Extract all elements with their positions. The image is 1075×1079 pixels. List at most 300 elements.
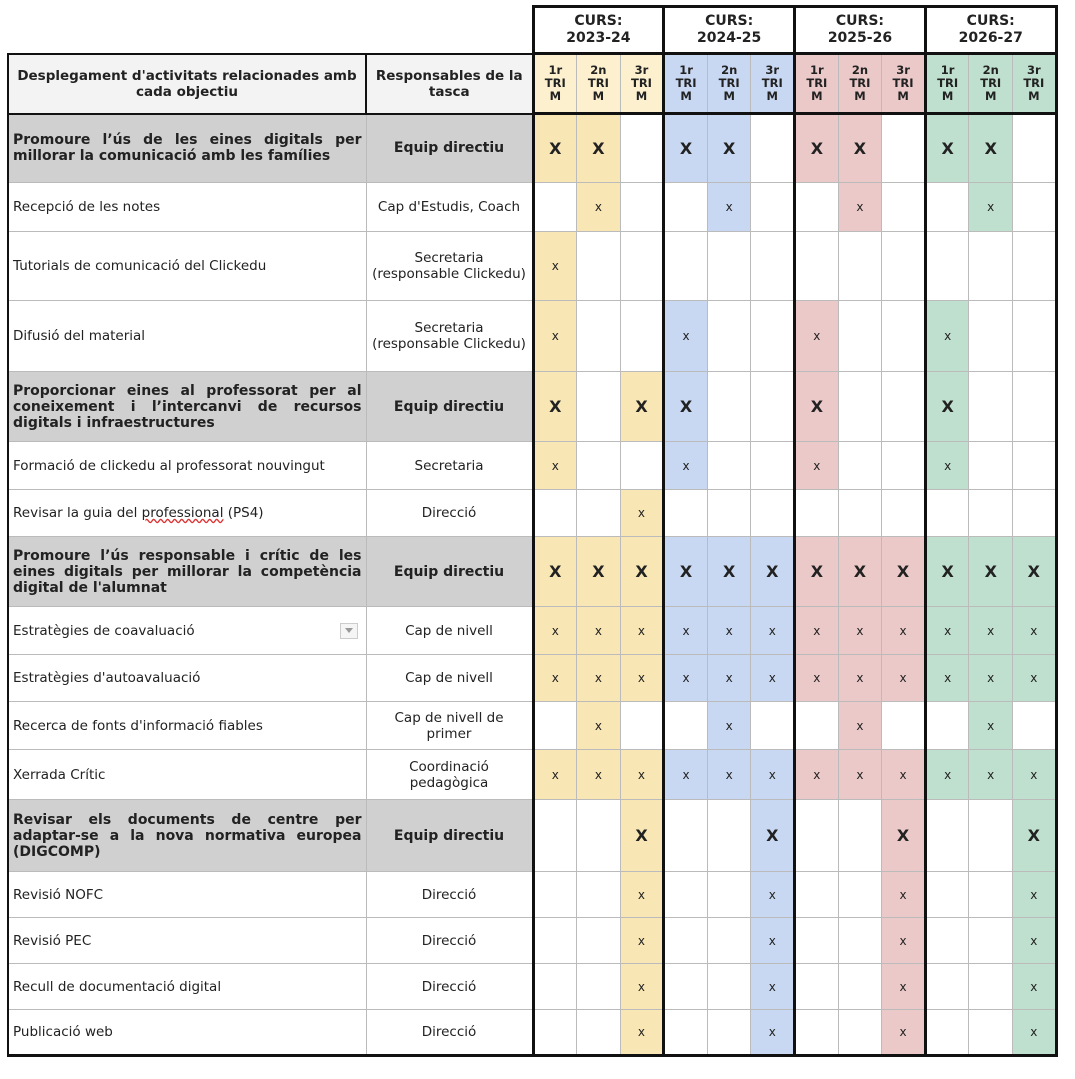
- term-label-part: 2n: [590, 63, 607, 77]
- mark: x: [594, 718, 602, 733]
- schedule-cell[interactable]: [838, 872, 882, 918]
- mark: X: [853, 562, 867, 581]
- schedule-cell[interactable]: [969, 607, 1013, 655]
- term-label-part: TRI: [675, 76, 697, 90]
- schedule-cell[interactable]: [969, 655, 1013, 702]
- schedule-cell[interactable]: [751, 750, 795, 800]
- schedule-cell[interactable]: [838, 442, 882, 490]
- schedule-cell[interactable]: [533, 655, 577, 702]
- mark: x: [637, 887, 646, 902]
- schedule-cell[interactable]: [577, 964, 621, 1010]
- task-row: [8, 702, 1056, 750]
- schedule-cell[interactable]: [925, 301, 969, 372]
- schedule-cell[interactable]: [795, 537, 839, 607]
- schedule-cell[interactable]: [1013, 872, 1057, 918]
- schedule-cell[interactable]: [577, 114, 621, 183]
- schedule-cell[interactable]: [838, 1010, 882, 1056]
- schedule-cell[interactable]: [795, 918, 839, 964]
- responsible-cell[interactable]: [366, 800, 533, 872]
- schedule-cell[interactable]: [838, 183, 882, 232]
- activity-cell[interactable]: [8, 232, 366, 301]
- schedule-cell[interactable]: [1013, 702, 1057, 750]
- schedule-cell[interactable]: [1013, 537, 1057, 607]
- schedule-cell[interactable]: [969, 537, 1013, 607]
- schedule-cell[interactable]: [795, 607, 839, 655]
- schedule-cell[interactable]: [882, 442, 926, 490]
- schedule-cell[interactable]: [707, 964, 751, 1010]
- schedule-cell[interactable]: [925, 655, 969, 702]
- schedule-cell[interactable]: [1013, 607, 1057, 655]
- schedule-cell[interactable]: [664, 918, 708, 964]
- activity-text: Recull de documentació digital: [13, 978, 222, 995]
- mark: X: [1027, 826, 1040, 845]
- schedule-cell[interactable]: [925, 1010, 969, 1056]
- schedule-cell[interactable]: [707, 918, 751, 964]
- responsible-text: Direcció: [421, 1024, 477, 1040]
- dropdown-icon[interactable]: [340, 623, 358, 639]
- schedule-cell[interactable]: [577, 800, 621, 872]
- spellcheck-word[interactable]: professional: [141, 505, 224, 521]
- schedule-cell[interactable]: [969, 750, 1013, 800]
- schedule-cell[interactable]: [577, 232, 621, 301]
- schedule-cell[interactable]: [533, 490, 577, 537]
- schedule-cell[interactable]: [664, 964, 708, 1010]
- schedule-cell[interactable]: [533, 964, 577, 1010]
- schedule-cell[interactable]: [1013, 442, 1057, 490]
- schedule-cell[interactable]: [664, 607, 708, 655]
- schedule-cell[interactable]: [838, 490, 882, 537]
- schedule-cell[interactable]: [533, 750, 577, 800]
- schedule-cell[interactable]: [620, 490, 664, 537]
- schedule-cell[interactable]: [751, 702, 795, 750]
- mark: x: [637, 979, 646, 994]
- schedule-cell[interactable]: [707, 537, 751, 607]
- schedule-cell[interactable]: [533, 918, 577, 964]
- schedule-cell[interactable]: [577, 702, 621, 750]
- schedule-cell[interactable]: [751, 607, 795, 655]
- schedule-cell[interactable]: [707, 114, 751, 183]
- term-label-part: 3r: [765, 63, 780, 77]
- schedule-cell[interactable]: [620, 372, 664, 442]
- mark: X: [853, 139, 867, 158]
- mark: x: [551, 458, 559, 473]
- schedule-cell[interactable]: [969, 702, 1013, 750]
- schedule-cell[interactable]: [577, 442, 621, 490]
- schedule-cell[interactable]: [664, 490, 708, 537]
- schedule-cell[interactable]: [838, 918, 882, 964]
- schedule-cell[interactable]: [925, 537, 969, 607]
- schedule-cell[interactable]: [577, 490, 621, 537]
- schedule-cell[interactable]: [838, 607, 882, 655]
- objective-row: [8, 114, 1056, 183]
- mark: x: [899, 933, 907, 948]
- schedule-cell[interactable]: [664, 872, 708, 918]
- activity-text: Revisar la guia del professional (PS4): [13, 505, 264, 521]
- mark: x: [899, 979, 907, 994]
- term-label-part: 2n: [982, 63, 999, 77]
- schedule-cell[interactable]: [577, 607, 621, 655]
- schedule-cell[interactable]: [664, 114, 708, 183]
- schedule-cell[interactable]: [707, 750, 751, 800]
- schedule-cell[interactable]: [751, 183, 795, 232]
- schedule-cell[interactable]: [707, 442, 751, 490]
- schedule-cell[interactable]: [795, 442, 839, 490]
- responsible-cell[interactable]: [366, 114, 533, 183]
- responsible-text: Direcció: [421, 886, 477, 903]
- mark: x: [637, 767, 646, 782]
- schedule-cell[interactable]: [751, 537, 795, 607]
- responsible-cell[interactable]: [366, 537, 533, 607]
- schedule-cell[interactable]: [882, 301, 926, 372]
- schedule-cell[interactable]: [577, 655, 621, 702]
- schedule-cell[interactable]: [795, 232, 839, 301]
- activity-cell[interactable]: [8, 183, 366, 232]
- schedule-cell[interactable]: [707, 372, 751, 442]
- mark: x: [987, 718, 995, 733]
- schedule-cell[interactable]: [707, 607, 751, 655]
- schedule-cell[interactable]: [969, 1010, 1013, 1056]
- task-row: [8, 183, 1056, 232]
- schedule-cell[interactable]: [969, 800, 1013, 872]
- schedule-cell[interactable]: [969, 114, 1013, 183]
- schedule-cell[interactable]: [751, 372, 795, 442]
- mark: x: [813, 329, 821, 343]
- activity-cell[interactable]: [8, 750, 366, 800]
- schedule-cell[interactable]: [620, 607, 664, 655]
- responsible-text: Cap de nivell: [405, 622, 493, 639]
- schedule-cell[interactable]: [533, 442, 577, 490]
- mark: X: [635, 826, 648, 845]
- responsible-cell[interactable]: [366, 1010, 533, 1056]
- task-row: [8, 750, 1056, 800]
- schedule-cell[interactable]: [1013, 655, 1057, 702]
- responsible-cell[interactable]: [366, 183, 533, 232]
- activity-cell[interactable]: [8, 114, 366, 183]
- schedule-cell[interactable]: [882, 964, 926, 1010]
- activity-cell[interactable]: [8, 442, 366, 490]
- course-label: CURS:: [835, 13, 884, 29]
- header-activity: Desplegament d'activitats relacionades amb cada objectiu: [8, 54, 366, 114]
- schedule-cell[interactable]: [577, 872, 621, 918]
- schedule-cell[interactable]: [577, 372, 621, 442]
- schedule-cell[interactable]: [925, 964, 969, 1010]
- schedule-cell[interactable]: [533, 301, 577, 372]
- mark: X: [679, 562, 693, 581]
- schedule-cell[interactable]: [664, 232, 708, 301]
- schedule-cell[interactable]: [969, 301, 1013, 372]
- schedule-cell[interactable]: [795, 114, 839, 183]
- schedule-cell[interactable]: [882, 750, 926, 800]
- mark: x: [899, 1025, 907, 1039]
- schedule-cell[interactable]: [664, 537, 708, 607]
- schedule-cell[interactable]: [751, 114, 795, 183]
- schedule-cell[interactable]: [838, 655, 882, 702]
- responsible-cell[interactable]: [366, 918, 533, 964]
- schedule-cell[interactable]: [925, 702, 969, 750]
- activity-cell[interactable]: [8, 872, 366, 918]
- schedule-cell[interactable]: [751, 1010, 795, 1056]
- schedule-cell[interactable]: [751, 232, 795, 301]
- schedule-cell[interactable]: [533, 1010, 577, 1056]
- schedule-cell[interactable]: [838, 537, 882, 607]
- schedule-cell[interactable]: [664, 800, 708, 872]
- schedule-cell[interactable]: [664, 702, 708, 750]
- mark: X: [810, 139, 824, 158]
- schedule-cell[interactable]: [795, 655, 839, 702]
- schedule-cell[interactable]: [620, 442, 664, 490]
- schedule-cell[interactable]: [664, 301, 708, 372]
- schedule-cell[interactable]: [925, 872, 969, 918]
- schedule-cell[interactable]: [882, 655, 926, 702]
- schedule-cell[interactable]: [795, 800, 839, 872]
- term-label-part: M: [854, 89, 866, 103]
- term-label-part: TRI: [544, 76, 566, 90]
- schedule-cell[interactable]: [577, 183, 621, 232]
- activity-cell[interactable]: [8, 1010, 366, 1056]
- schedule-cell[interactable]: [882, 1010, 926, 1056]
- term-label-part: M: [592, 89, 605, 103]
- schedule-cell[interactable]: [1013, 301, 1057, 372]
- schedule-cell[interactable]: [620, 964, 664, 1010]
- schedule-cell[interactable]: [664, 750, 708, 800]
- schedule-cell[interactable]: [969, 183, 1013, 232]
- schedule-cell[interactable]: [577, 1010, 621, 1056]
- schedule-cell[interactable]: [751, 490, 795, 537]
- schedule-cell[interactable]: [925, 750, 969, 800]
- schedule-cell[interactable]: [707, 183, 751, 232]
- schedule-cell[interactable]: [1013, 964, 1057, 1010]
- schedule-cell[interactable]: [1013, 800, 1057, 872]
- schedule-cell[interactable]: [925, 490, 969, 537]
- mark: x: [1030, 623, 1038, 638]
- schedule-cell[interactable]: [533, 232, 577, 301]
- responsible-cell[interactable]: [366, 301, 533, 372]
- schedule-cell[interactable]: [925, 442, 969, 490]
- schedule-cell[interactable]: [751, 872, 795, 918]
- schedule-cell[interactable]: [620, 702, 664, 750]
- activity-cell[interactable]: [8, 964, 366, 1010]
- schedule-cell[interactable]: [751, 655, 795, 702]
- mark: x: [725, 767, 733, 782]
- schedule-cell[interactable]: [751, 442, 795, 490]
- mark: X: [810, 562, 824, 581]
- schedule-cell[interactable]: [620, 655, 664, 702]
- schedule-cell[interactable]: [838, 232, 882, 301]
- schedule-cell[interactable]: [664, 655, 708, 702]
- responsible-cell[interactable]: [366, 607, 533, 655]
- responsible-cell[interactable]: [366, 490, 533, 537]
- schedule-cell[interactable]: [620, 1010, 664, 1056]
- schedule-cell[interactable]: [620, 114, 664, 183]
- activity-cell[interactable]: [8, 490, 366, 537]
- schedule-cell[interactable]: [838, 750, 882, 800]
- schedule-cell[interactable]: [577, 750, 621, 800]
- schedule-cell[interactable]: [838, 964, 882, 1010]
- responsible-cell[interactable]: [366, 702, 533, 750]
- term-label-part: TRI: [892, 76, 914, 90]
- schedule-cell[interactable]: [707, 301, 751, 372]
- responsible-cell[interactable]: [366, 655, 533, 702]
- schedule-cell[interactable]: [620, 872, 664, 918]
- schedule-cell[interactable]: [533, 183, 577, 232]
- schedule-cell[interactable]: [533, 607, 577, 655]
- schedule-cell[interactable]: [751, 964, 795, 1010]
- schedule-cell[interactable]: [838, 372, 882, 442]
- mark: X: [723, 562, 736, 581]
- schedule-cell[interactable]: [664, 442, 708, 490]
- activity-cell[interactable]: [8, 655, 366, 702]
- schedule-cell[interactable]: [795, 702, 839, 750]
- schedule-cell[interactable]: [838, 114, 882, 183]
- schedule-cell[interactable]: [1013, 372, 1057, 442]
- schedule-cell[interactable]: [1013, 750, 1057, 800]
- schedule-cell[interactable]: [707, 800, 751, 872]
- schedule-cell[interactable]: [925, 114, 969, 183]
- schedule-cell[interactable]: [751, 918, 795, 964]
- term-header: [882, 54, 926, 114]
- schedule-cell[interactable]: [795, 490, 839, 537]
- schedule-cell[interactable]: [751, 800, 795, 872]
- schedule-cell[interactable]: [882, 607, 926, 655]
- schedule-cell[interactable]: [882, 232, 926, 301]
- schedule-cell[interactable]: [620, 918, 664, 964]
- schedule-cell[interactable]: [795, 872, 839, 918]
- schedule-cell[interactable]: [882, 372, 926, 442]
- activity-cell[interactable]: [8, 918, 366, 964]
- schedule-cell[interactable]: [577, 301, 621, 372]
- schedule-cell[interactable]: [664, 1010, 708, 1056]
- activity-cell[interactable]: [8, 372, 366, 442]
- schedule-cell[interactable]: [969, 918, 1013, 964]
- schedule-cell[interactable]: [795, 1010, 839, 1056]
- course-label: CURS:: [966, 13, 1015, 29]
- schedule-cell[interactable]: [707, 702, 751, 750]
- schedule-cell[interactable]: [751, 301, 795, 372]
- schedule-cell[interactable]: [969, 964, 1013, 1010]
- schedule-cell[interactable]: [533, 372, 577, 442]
- schedule-cell[interactable]: [969, 872, 1013, 918]
- schedule-cell[interactable]: [969, 372, 1013, 442]
- schedule-cell[interactable]: [707, 490, 751, 537]
- schedule-cell[interactable]: [577, 537, 621, 607]
- schedule-cell[interactable]: [620, 537, 664, 607]
- activity-cell[interactable]: [8, 301, 366, 372]
- schedule-cell[interactable]: [795, 301, 839, 372]
- activity-cell[interactable]: [8, 537, 366, 607]
- mark: x: [899, 887, 907, 902]
- schedule-cell[interactable]: [620, 301, 664, 372]
- schedule-cell[interactable]: [1013, 490, 1057, 537]
- schedule-cell[interactable]: [882, 702, 926, 750]
- schedule-cell[interactable]: [620, 232, 664, 301]
- schedule-cell[interactable]: [882, 872, 926, 918]
- activity-text: Publicació web: [13, 1024, 113, 1040]
- schedule-cell[interactable]: [1013, 114, 1057, 183]
- schedule-cell[interactable]: [882, 114, 926, 183]
- mark: x: [768, 671, 776, 685]
- responsible-text: Equip directiu: [393, 140, 505, 157]
- mark: x: [813, 623, 821, 638]
- schedule-cell[interactable]: [925, 800, 969, 872]
- activity-cell[interactable]: [8, 607, 366, 655]
- responsible-cell[interactable]: [366, 442, 533, 490]
- mark: x: [1030, 671, 1038, 685]
- schedule-cell[interactable]: [795, 372, 839, 442]
- schedule-cell[interactable]: [882, 537, 926, 607]
- blank-corner: [8, 7, 533, 54]
- schedule-cell[interactable]: [1013, 232, 1057, 301]
- schedule-cell[interactable]: [925, 232, 969, 301]
- schedule-cell[interactable]: [533, 872, 577, 918]
- responsible-text: Direcció: [421, 932, 477, 949]
- responsible-cell[interactable]: [366, 964, 533, 1010]
- mark: x: [944, 671, 952, 685]
- schedule-cell[interactable]: [795, 750, 839, 800]
- schedule-cell[interactable]: [620, 183, 664, 232]
- responsible-text: Equip directiu: [393, 827, 505, 844]
- mark: X: [549, 139, 562, 158]
- schedule-cell[interactable]: [1013, 183, 1057, 232]
- schedule-cell[interactable]: [707, 655, 751, 702]
- term-label-part: TRI: [806, 76, 828, 90]
- schedule-cell[interactable]: [664, 183, 708, 232]
- term-label-part: TRI: [587, 76, 609, 90]
- schedule-cell[interactable]: [882, 183, 926, 232]
- mark: X: [549, 397, 562, 416]
- schedule-cell[interactable]: [838, 702, 882, 750]
- activity-cell[interactable]: [8, 702, 366, 750]
- schedule-cell[interactable]: [533, 702, 577, 750]
- schedule-cell[interactable]: [664, 372, 708, 442]
- responsible-cell[interactable]: [366, 872, 533, 918]
- schedule-cell[interactable]: [795, 964, 839, 1010]
- mark: X: [941, 139, 954, 158]
- schedule-cell[interactable]: [969, 442, 1013, 490]
- schedule-cell[interactable]: [969, 232, 1013, 301]
- responsible-cell[interactable]: [366, 750, 533, 800]
- schedule-cell[interactable]: [577, 918, 621, 964]
- mark: x: [637, 1025, 646, 1039]
- schedule-cell[interactable]: [707, 232, 751, 301]
- schedule-cell[interactable]: [925, 607, 969, 655]
- responsible-cell[interactable]: [366, 372, 533, 442]
- schedule-cell[interactable]: [882, 800, 926, 872]
- schedule-cell[interactable]: [533, 800, 577, 872]
- schedule-cell[interactable]: [533, 114, 577, 183]
- schedule-cell[interactable]: [969, 490, 1013, 537]
- term-header: [1013, 54, 1057, 114]
- schedule-cell[interactable]: [795, 183, 839, 232]
- schedule-cell[interactable]: [1013, 1010, 1057, 1056]
- schedule-cell[interactable]: [925, 372, 969, 442]
- schedule-cell[interactable]: [620, 750, 664, 800]
- schedule-cell[interactable]: [533, 537, 577, 607]
- schedule-cell[interactable]: [925, 183, 969, 232]
- mark: x: [987, 623, 995, 638]
- schedule-cell[interactable]: [838, 800, 882, 872]
- schedule-cell[interactable]: [707, 872, 751, 918]
- schedule-cell[interactable]: [620, 800, 664, 872]
- schedule-cell[interactable]: [707, 1010, 751, 1056]
- schedule-cell[interactable]: [838, 301, 882, 372]
- schedule-cell[interactable]: [925, 918, 969, 964]
- schedule-cell[interactable]: [1013, 918, 1057, 964]
- responsible-cell[interactable]: [366, 232, 533, 301]
- activity-cell[interactable]: [8, 800, 366, 872]
- schedule-cell[interactable]: [882, 918, 926, 964]
- term-header: [925, 54, 969, 114]
- schedule-cell[interactable]: [882, 490, 926, 537]
